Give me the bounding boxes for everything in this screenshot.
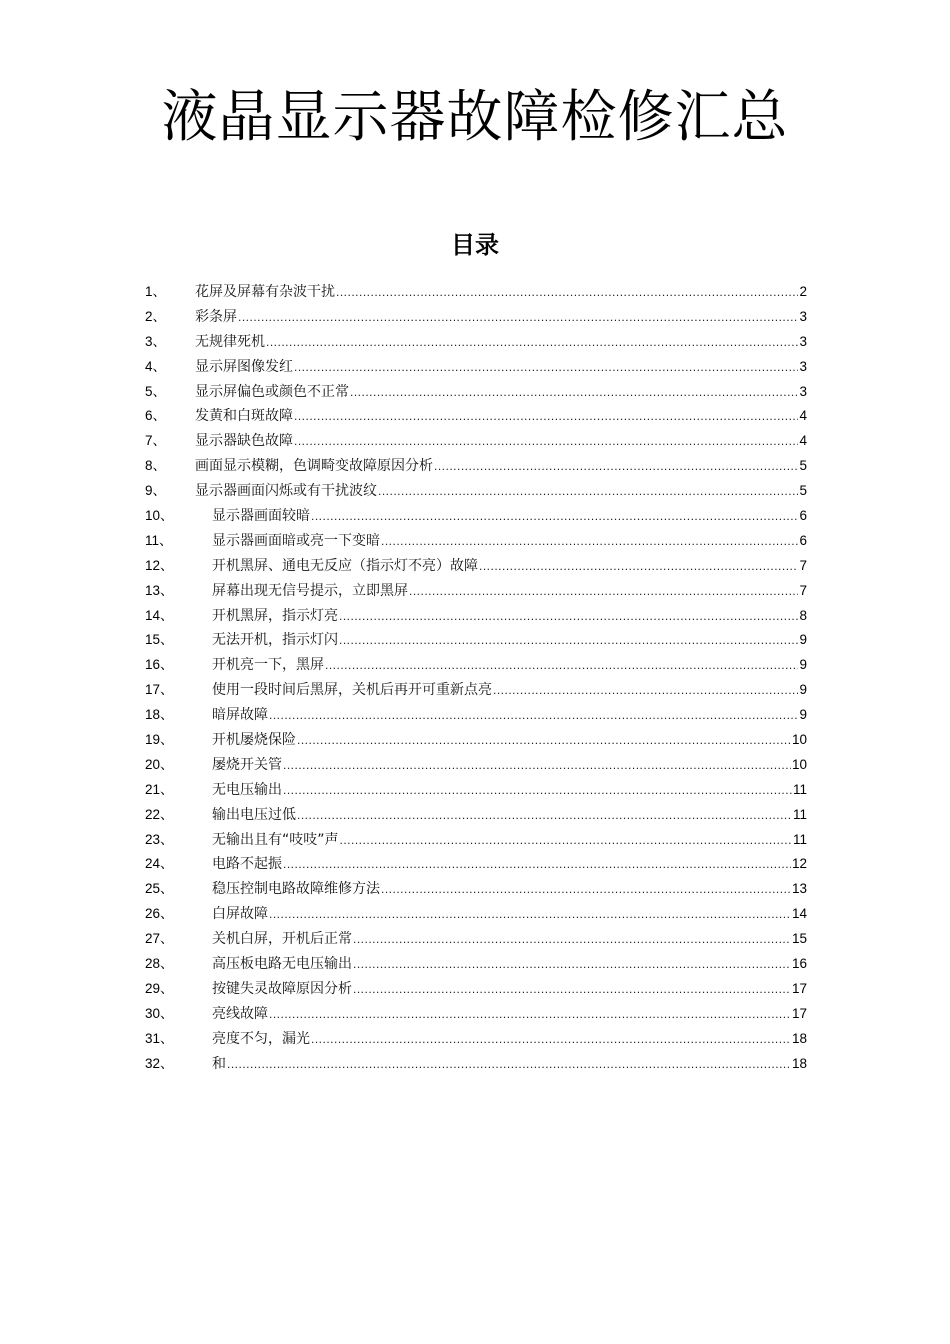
toc-dot-leader [434, 454, 798, 479]
toc-entry-page-number: 7 [799, 557, 807, 573]
toc-dot-leader [350, 380, 798, 405]
toc-entry-number: 10、 [145, 508, 174, 524]
toc-dot-leader [325, 653, 798, 678]
toc-entry-number: 9、 [145, 483, 167, 499]
toc-dot-leader [269, 902, 791, 927]
toc-dot-leader [339, 628, 798, 653]
toc-entry-title: 显示屏图像发红 [195, 358, 293, 375]
toc-entry[interactable] [145, 280, 807, 305]
toc-entry-page-number: 18 [791, 1055, 807, 1071]
toc-entry[interactable] [145, 703, 807, 728]
toc-entry-page-number: 3 [799, 358, 807, 374]
toc-entry-number: 26、 [145, 906, 174, 922]
toc-dot-leader [381, 529, 798, 554]
toc-entry-number: 17、 [145, 682, 174, 698]
toc-entry-number: 24、 [145, 856, 174, 872]
toc-entry-page-number: 9 [799, 632, 807, 648]
toc-entry-title: 屡烧开关管 [212, 756, 282, 773]
toc-entry-title: 开机亮一下，黑屏 [212, 657, 324, 674]
toc-entry[interactable] [145, 479, 807, 504]
toc-entry[interactable] [145, 579, 807, 604]
toc-entry-title: 电路不起振 [212, 856, 282, 873]
toc-entry-title: 显示器缺色故障 [195, 433, 293, 450]
toc-dot-leader [336, 280, 798, 305]
toc-entry-number: 29、 [145, 980, 174, 996]
toc-dot-leader [479, 554, 798, 579]
toc-dot-leader [378, 479, 798, 504]
toc-entry-number: 15、 [145, 632, 174, 648]
toc-entry-page-number: 13 [791, 881, 807, 897]
toc-entry-title: 显示屏偏色或颜色不正常 [195, 383, 349, 400]
toc-entry-title: 无规律死机 [195, 333, 265, 350]
toc-entry[interactable] [145, 330, 807, 355]
toc-entry-title: 稳压控制电路故障维修方法 [212, 881, 380, 898]
toc-entry-title: 无电压输出 [212, 781, 282, 798]
toc-entry[interactable] [145, 1002, 807, 1027]
toc-entry-page-number: 11 [792, 806, 807, 822]
toc-entry[interactable] [145, 803, 807, 828]
toc-dot-leader [353, 952, 791, 977]
toc-entry[interactable] [145, 404, 807, 429]
toc-entry-number: 6、 [145, 408, 167, 424]
toc-entry-title: 关机白屏，开机后正常 [212, 931, 352, 948]
table-of-contents [145, 280, 807, 1077]
toc-entry[interactable] [145, 728, 807, 753]
toc-entry[interactable] [145, 380, 807, 405]
toc-dot-leader [266, 330, 798, 355]
toc-dot-leader [381, 877, 791, 902]
toc-dot-leader [353, 927, 791, 952]
toc-entry-page-number: 11 [792, 781, 807, 797]
toc-dot-leader [297, 803, 792, 828]
toc-entry[interactable] [145, 927, 807, 952]
toc-entry[interactable] [145, 902, 807, 927]
toc-dot-leader [311, 504, 798, 529]
toc-entry-title: 开机黑屏、通电无反应（指示灯不亮）故障 [212, 557, 478, 574]
toc-entry-page-number: 10 [791, 732, 807, 748]
toc-entry[interactable] [145, 828, 807, 853]
toc-entry-page-number: 16 [791, 956, 807, 972]
toc-entry-number: 12、 [145, 557, 174, 573]
toc-entry-number: 27、 [145, 931, 174, 947]
toc-entry-page-number: 6 [799, 508, 807, 524]
toc-entry[interactable] [145, 1027, 807, 1052]
toc-entry-number: 18、 [145, 707, 174, 723]
toc-entry-title: 亮度不匀，漏光 [212, 1030, 310, 1047]
toc-entry-number: 13、 [145, 582, 174, 598]
toc-entry-number: 22、 [145, 806, 174, 822]
toc-dot-leader [294, 429, 798, 454]
toc-dot-leader [294, 404, 798, 429]
toc-dot-leader [269, 703, 798, 728]
toc-entry-page-number: 6 [799, 532, 807, 548]
toc-entry-title: 和 [212, 1055, 226, 1072]
toc-entry-number: 11、 [145, 532, 173, 548]
toc-entry-number: 25、 [145, 881, 174, 897]
toc-entry[interactable] [145, 305, 807, 330]
toc-entry[interactable] [145, 504, 807, 529]
toc-entry-number: 21、 [145, 781, 174, 797]
toc-dot-leader [339, 604, 798, 629]
toc-entry-page-number: 4 [799, 408, 807, 424]
toc-dot-leader [409, 579, 798, 604]
toc-entry-title: 输出电压过低 [212, 806, 296, 823]
toc-dot-leader [283, 852, 791, 877]
toc-entry-number: 4、 [145, 358, 167, 374]
toc-dot-leader [311, 1027, 791, 1052]
toc-entry-page-number: 9 [799, 707, 807, 723]
toc-entry-title: 亮线故障 [212, 1005, 268, 1022]
toc-entry[interactable] [145, 653, 807, 678]
toc-entry-number: 32、 [145, 1055, 174, 1071]
toc-entry-page-number: 7 [799, 582, 807, 598]
toc-entry[interactable] [145, 454, 807, 479]
toc-entry-number: 8、 [145, 458, 167, 474]
toc-entry-page-number: 18 [791, 1030, 807, 1046]
toc-entry[interactable] [145, 678, 807, 703]
toc-entry[interactable] [145, 778, 807, 803]
toc-entry-page-number: 9 [799, 657, 807, 673]
toc-entry[interactable] [145, 977, 807, 1002]
toc-entry-title: 屏幕出现无信号提示，立即黑屏 [212, 582, 408, 599]
toc-entry-page-number: 3 [799, 333, 807, 349]
toc-entry-page-number: 10 [791, 756, 807, 772]
toc-dot-leader [353, 977, 791, 1002]
toc-entry-title: 白屏故障 [212, 906, 268, 923]
toc-entry-page-number: 5 [799, 483, 807, 499]
toc-entry-page-number: 15 [791, 931, 807, 947]
toc-dot-leader [269, 1002, 791, 1027]
toc-entry-page-number: 9 [799, 682, 807, 698]
toc-heading: 目录 [451, 231, 499, 259]
toc-entry-page-number: 8 [799, 607, 807, 623]
document-title: 液晶显示器故障检修汇总 [161, 85, 789, 150]
toc-entry-title: 开机黑屏，指示灯亮 [212, 607, 338, 624]
toc-entry[interactable] [145, 604, 807, 629]
toc-entry-title: 高压板电路无电压输出 [212, 956, 352, 973]
toc-entry-page-number: 3 [799, 308, 807, 324]
toc-entry-number: 30、 [145, 1005, 174, 1021]
toc-entry-page-number: 2 [799, 284, 807, 299]
toc-dot-leader [227, 1052, 791, 1077]
toc-entry[interactable] [145, 355, 807, 380]
toc-entry-title: 发黄和白斑故障 [195, 408, 293, 425]
toc-entry-number: 31、 [145, 1030, 174, 1046]
toc-entry-number: 1、 [145, 284, 167, 299]
toc-entry[interactable] [145, 628, 807, 653]
toc-entry-title: 无输出且有“吱吱”声 [212, 831, 339, 848]
toc-entry-title: 开机屡烧保险 [212, 732, 296, 749]
toc-entry-title: 显示器画面闪烁或有干扰波纹 [195, 483, 377, 500]
toc-entry[interactable] [145, 429, 807, 454]
toc-dot-leader [493, 678, 798, 703]
toc-entry-number: 5、 [145, 383, 167, 399]
toc-entry[interactable] [145, 554, 807, 579]
toc-entry-number: 7、 [145, 433, 167, 449]
toc-entry-page-number: 17 [791, 980, 807, 996]
toc-entry[interactable] [145, 852, 807, 877]
toc-entry-title: 按键失灵故障原因分析 [212, 980, 352, 997]
toc-dot-leader [294, 355, 798, 380]
toc-entry-title: 暗屏故障 [212, 707, 268, 724]
toc-entry-number: 14、 [145, 607, 174, 623]
toc-entry-number: 16、 [145, 657, 174, 673]
toc-dot-leader [283, 753, 791, 778]
toc-entry-title: 显示器画面较暗 [212, 508, 310, 525]
toc-dot-leader [238, 305, 798, 330]
toc-entry-number: 20、 [145, 756, 174, 772]
toc-dot-leader [297, 728, 791, 753]
toc-entry-number: 23、 [145, 831, 174, 847]
toc-entry[interactable] [145, 529, 807, 554]
toc-entry[interactable] [145, 1052, 807, 1077]
toc-entry-title: 花屏及屏幕有杂波干扰 [195, 284, 335, 300]
toc-entry-page-number: 4 [799, 433, 807, 449]
toc-entry-title: 使用一段时间后黑屏，关机后再开可重新点亮 [212, 682, 492, 699]
toc-entry-number: 3、 [145, 333, 167, 349]
toc-entry-page-number: 14 [791, 906, 807, 922]
toc-entry-page-number: 5 [799, 458, 807, 474]
toc-entry-number: 28、 [145, 956, 174, 972]
toc-entry-page-number: 3 [799, 383, 807, 399]
toc-entry[interactable] [145, 753, 807, 778]
toc-entry-title: 显示器画面暗或亮一下变暗 [212, 532, 380, 549]
toc-dot-leader [283, 778, 792, 803]
toc-entry-number: 19、 [145, 732, 174, 748]
toc-entry-number: 2、 [145, 308, 167, 324]
toc-entry-page-number: 11 [792, 831, 807, 847]
toc-entry-page-number: 17 [791, 1005, 807, 1021]
toc-entry-title: 彩条屏 [195, 308, 237, 325]
toc-entry-title: 无法开机，指示灯闪 [212, 632, 338, 649]
toc-dot-leader [340, 828, 792, 853]
toc-entry-title: 画面显示模糊，色调畸变故障原因分析 [195, 458, 433, 475]
toc-entry-page-number: 12 [791, 856, 807, 872]
toc-entry[interactable] [145, 952, 807, 977]
toc-entry[interactable] [145, 877, 807, 902]
